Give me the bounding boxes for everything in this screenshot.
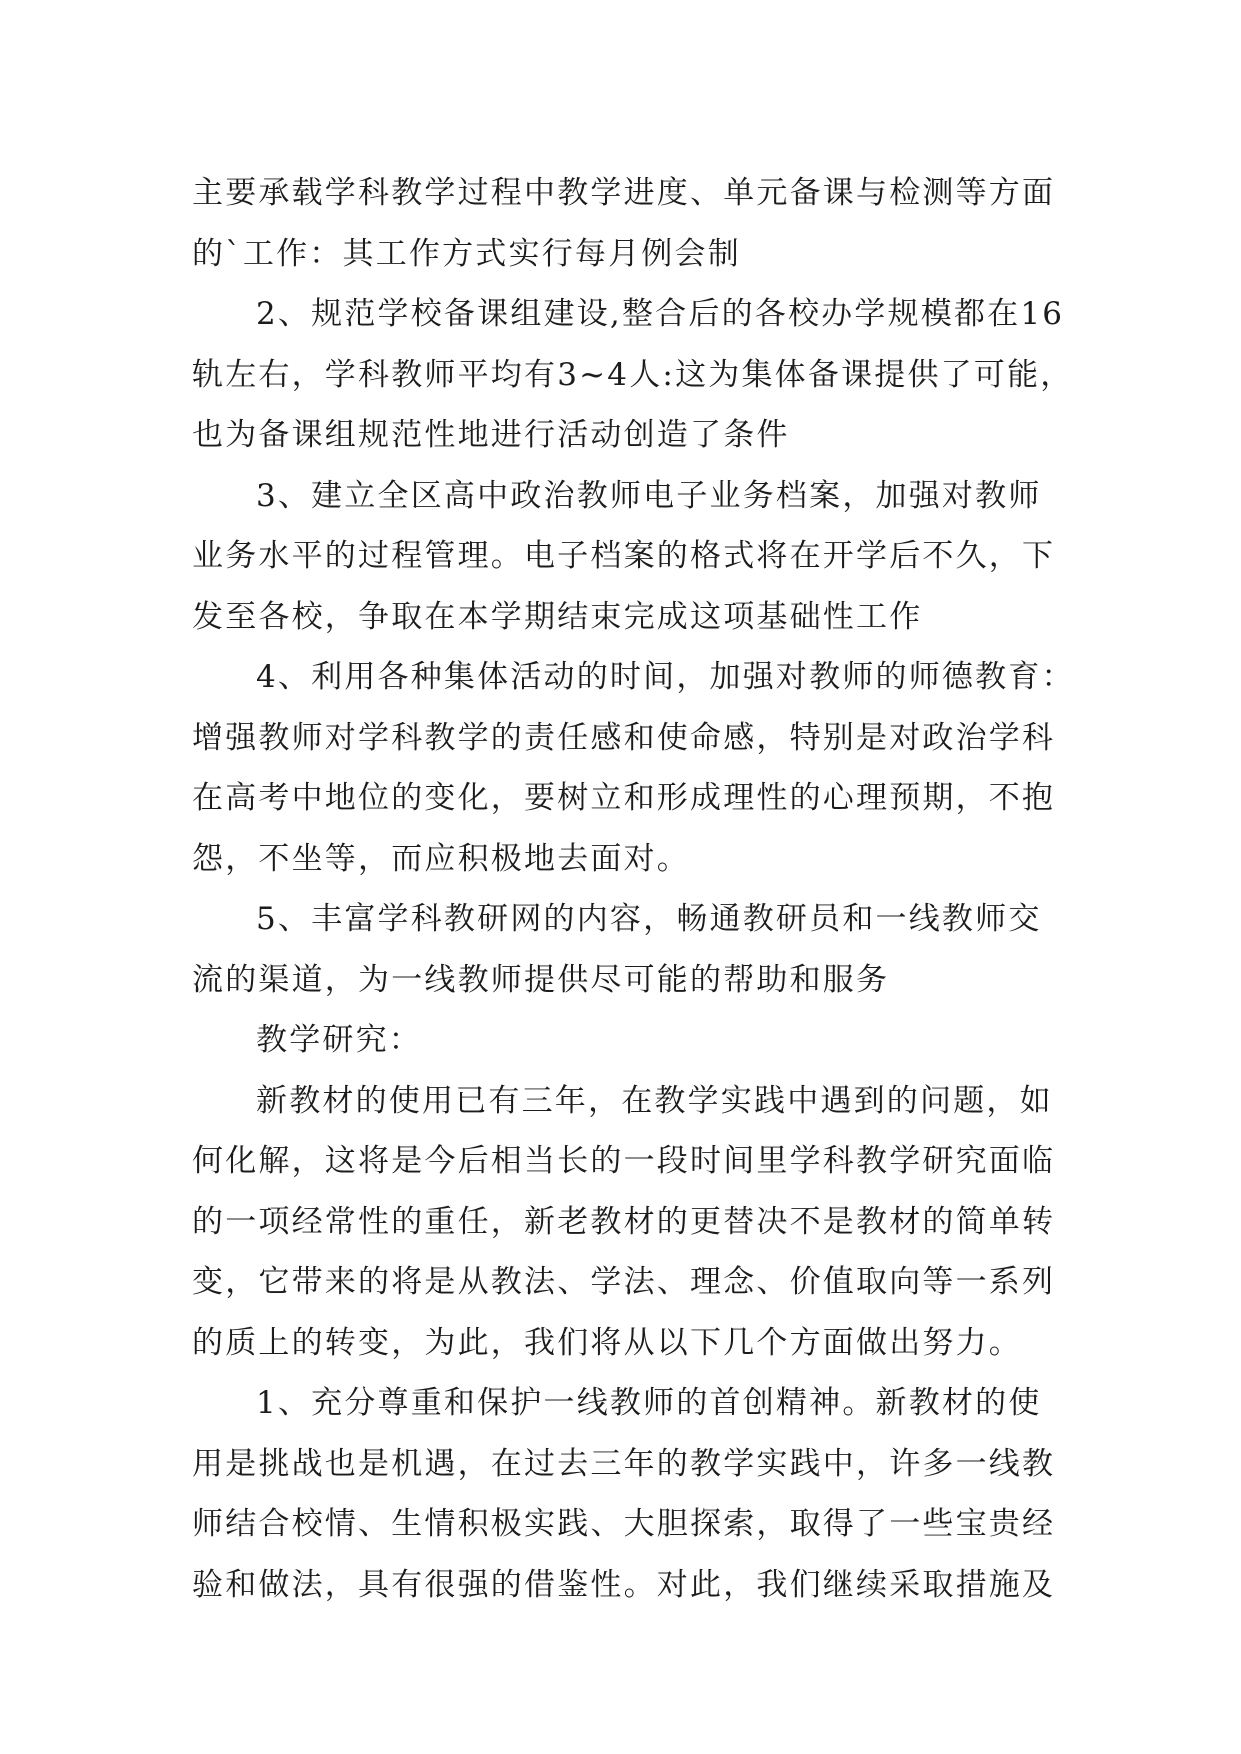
text-line: 也为备课组规范性地进行活动创造了条件 bbox=[192, 417, 790, 453]
text-line: 怨，不坐等，而应积极地去面对。 bbox=[192, 840, 690, 877]
text-line: 主要承载学科教学过程中教学进度、单元备课与检测等方面 bbox=[192, 175, 1056, 211]
paragraph-first-line: 教学研究： bbox=[256, 1022, 422, 1058]
text-line: 的`工作：其工作方式实行每月例会制 bbox=[192, 235, 741, 272]
text-line: 发至各校，争取在本学期结束完成这项基础性工作 bbox=[192, 598, 923, 635]
text-line: 变，它带来的将是从教法、学法、理念、价值取向等一系列 bbox=[192, 1264, 1056, 1300]
paragraph-first-line: 2、规范学校备课组建设,整合后的各校办学规模都在16 bbox=[256, 296, 1065, 332]
text-line: 流的渠道，为一线教师提供尽可能的帮助和服务 bbox=[192, 961, 890, 998]
paragraph-first-line: 4、利用各种集体活动的时间，加强对教师的师德教育： bbox=[256, 659, 1075, 695]
text-line: 用是挑战也是机遇，在过去三年的教学实践中，许多一线教 bbox=[192, 1445, 1056, 1482]
paragraph-first-line: 新教材的使用已有三年，在教学实践中遇到的问题，如 bbox=[256, 1082, 1053, 1119]
paragraph-first-line: 3、建立全区高中政治教师电子业务档案，加强对教师 bbox=[256, 477, 1042, 514]
text-line: 何化解，这将是今后相当长的一段时间里学科教学研究面临 bbox=[192, 1143, 1056, 1179]
text-line: 的一项经常性的重任，新老教材的更替决不是教材的简单转 bbox=[192, 1203, 1056, 1240]
text-line: 的质上的转变，为此，我们将从以下几个方面做出努力。 bbox=[192, 1324, 1022, 1361]
text-line: 业务水平的过程管理。电子档案的格式将在开学后不久，下 bbox=[192, 538, 1056, 574]
text-line: 轨左右，学科教师平均有3~4人:这为集体备课提供了可能， bbox=[192, 356, 1074, 393]
text-line: 师结合校情、生情积极实践、大胆探索，取得了一些宝贵经 bbox=[192, 1506, 1056, 1542]
document-body bbox=[192, 163, 1075, 1615]
text-line: 在高考中地位的变化，要树立和形成理性的心理预期，不抱 bbox=[192, 780, 1056, 816]
paragraph-first-line: 5、丰富学科教研网的内容，畅通教研员和一线教师交 bbox=[256, 901, 1042, 937]
paragraph-first-line: 1、充分尊重和保护一线教师的首创精神。新教材的使 bbox=[256, 1385, 1042, 1421]
text-line: 验和做法，具有很强的借鉴性。对此，我们继续采取措施及 bbox=[192, 1566, 1056, 1603]
text-line: 增强教师对学科教学的责任感和使命感，特别是对政治学科 bbox=[192, 719, 1056, 756]
